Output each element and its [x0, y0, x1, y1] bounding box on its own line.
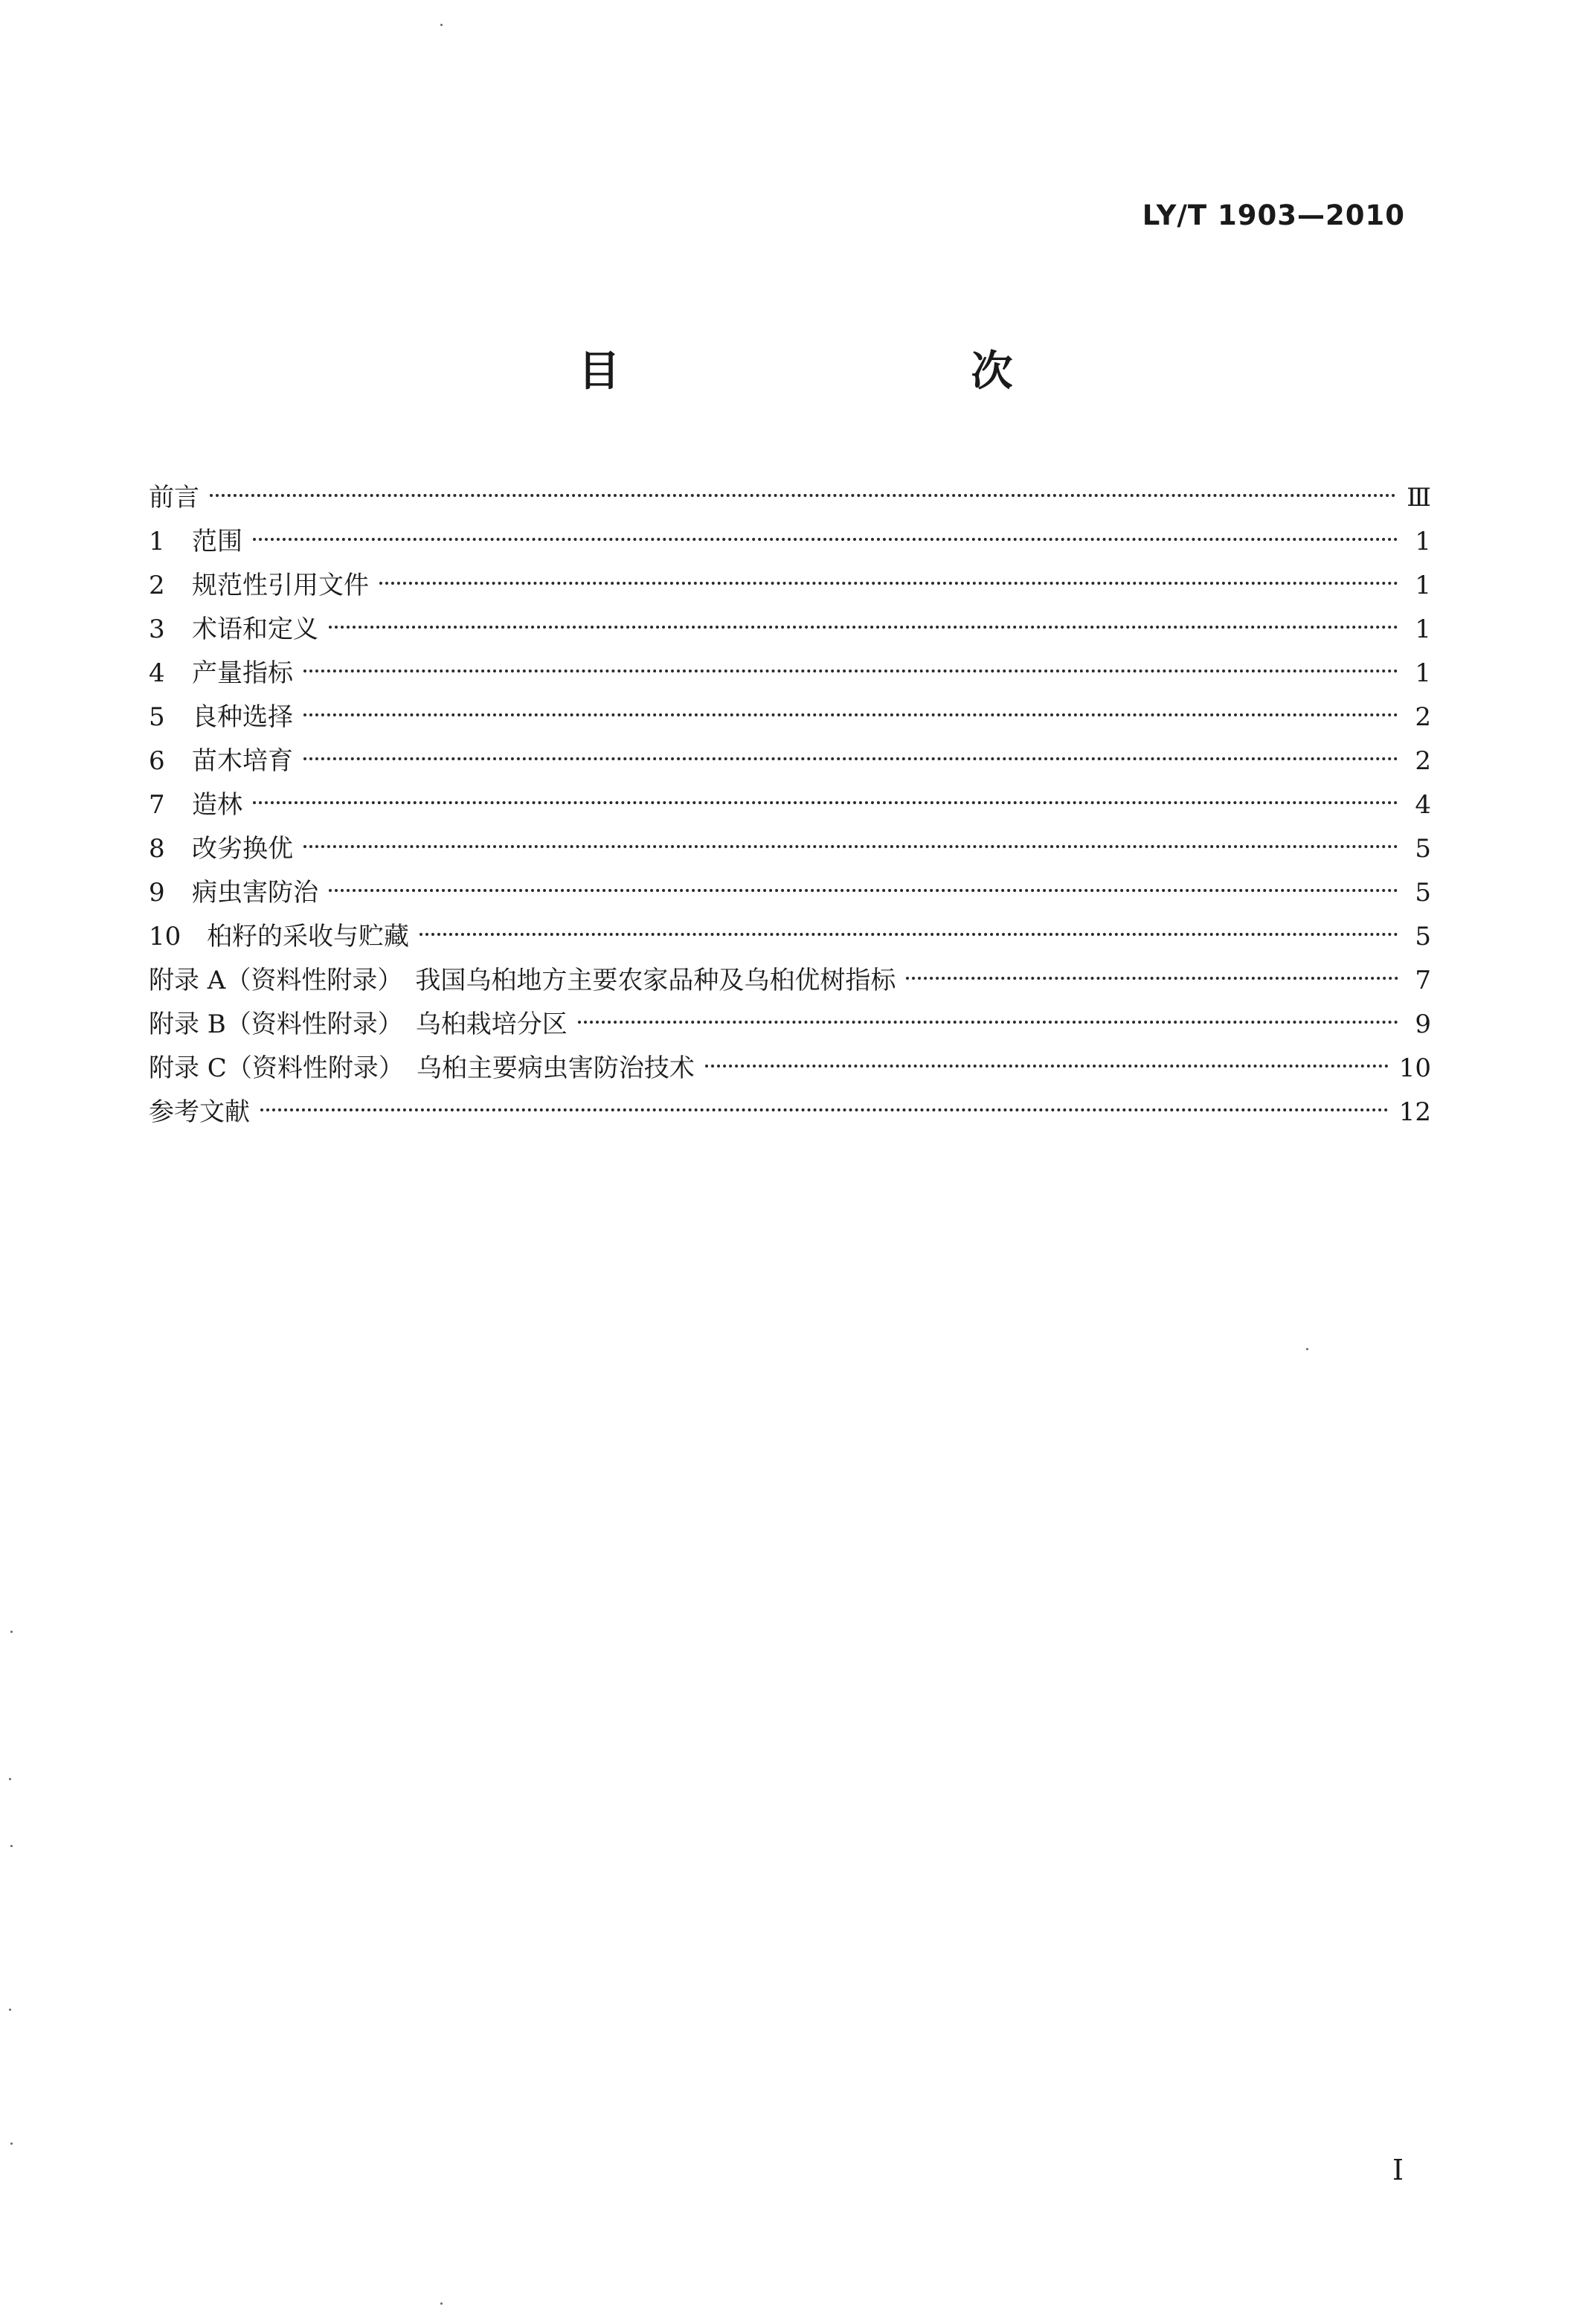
toc-leader-dots — [303, 757, 1398, 760]
toc-entry-7[interactable] — [149, 783, 1431, 827]
toc-entry-number: 10 — [149, 922, 181, 951]
toc-leader-dots — [253, 538, 1398, 541]
toc-entry-page: 1 — [1415, 571, 1431, 600]
toc-entry-10[interactable] — [149, 915, 1431, 959]
toc-entry-page: 5 — [1415, 834, 1431, 864]
toc-entry-number: 7 — [149, 790, 165, 820]
toc-entry-number: 1 — [149, 527, 165, 556]
toc-entry-6[interactable] — [149, 739, 1431, 783]
toc-leader-dots — [578, 1021, 1398, 1024]
toc-leader-dots — [420, 933, 1398, 936]
toc-leader-dots — [329, 889, 1398, 892]
toc-title: 目 次 — [578, 347, 1102, 396]
toc-leader-dots — [303, 713, 1398, 716]
toc-entry-page: 2 — [1415, 746, 1431, 776]
toc-entry-label: 造林 — [192, 790, 242, 820]
toc-entry-5[interactable] — [149, 696, 1431, 739]
toc-entry-3[interactable] — [149, 608, 1431, 652]
toc-entry-page: 1 — [1415, 658, 1431, 688]
toc-entry-label: 苗木培育 — [192, 746, 293, 776]
toc-entry-page: 1 — [1415, 614, 1431, 644]
toc-entry-label: 参考文献 — [149, 1097, 250, 1127]
scan-speck — [440, 2302, 443, 2305]
toc-entry-label: 改劣换优 — [192, 834, 293, 864]
toc-entry-page: 1 — [1415, 527, 1431, 556]
page-number: I — [1392, 2154, 1404, 2186]
toc-entry-page: 2 — [1415, 702, 1431, 732]
toc-leader-dots — [906, 977, 1398, 980]
toc-entry-appendix-c[interactable] — [149, 1047, 1431, 1091]
toc-entry-appendix-a[interactable] — [149, 959, 1431, 1003]
toc-entry-appendix-b[interactable] — [149, 1003, 1431, 1047]
toc-entry-number: 9 — [149, 878, 165, 908]
scan-speck — [440, 24, 443, 26]
toc-entry-references[interactable] — [149, 1091, 1431, 1134]
toc-leader-dots — [329, 626, 1398, 629]
toc-entry-page: 4 — [1415, 790, 1431, 820]
toc-entry-page: 12 — [1398, 1097, 1431, 1127]
toc-entry-label: 产量指标 — [192, 658, 293, 688]
toc-entry-label: 病虫害防治 — [192, 878, 318, 908]
toc-entry-9[interactable] — [149, 871, 1431, 915]
toc-leader-dots — [253, 801, 1398, 804]
document-code: LY/T 1903—2010 — [1142, 199, 1405, 231]
toc-entry-label: 范围 — [192, 527, 242, 556]
toc-leader-dots — [379, 582, 1398, 585]
toc-entry-number: 3 — [149, 614, 165, 644]
toc-entry-label: 附录 B（资料性附录） 乌桕栽培分区 — [149, 1009, 568, 1039]
toc-entry-number: 6 — [149, 746, 165, 776]
toc-entry-number: 5 — [149, 702, 165, 732]
toc-leader-dots — [303, 845, 1398, 848]
toc-leader-dots — [260, 1108, 1389, 1111]
toc-entry-page: Ⅲ — [1407, 483, 1431, 513]
toc-entry-page: 7 — [1415, 966, 1431, 995]
scan-speck — [10, 1845, 13, 1847]
toc-entry-page: 5 — [1415, 878, 1431, 908]
toc-entry-8[interactable] — [149, 827, 1431, 871]
scan-speck — [9, 2009, 11, 2011]
toc-entry-label: 良种选择 — [192, 702, 293, 732]
scan-speck — [10, 2142, 13, 2145]
toc-leader-dots — [705, 1065, 1389, 1068]
toc-entry-1[interactable] — [149, 520, 1431, 564]
toc-entry-page: 9 — [1415, 1009, 1431, 1039]
toc-entry-label: 前言 — [149, 483, 199, 513]
toc-entry-2[interactable] — [149, 564, 1431, 608]
toc-entry-number: 4 — [149, 658, 165, 688]
toc-entry-number: 2 — [149, 571, 165, 600]
toc-entry-number: 8 — [149, 834, 165, 864]
scan-speck — [10, 1631, 13, 1633]
toc-entry-page: 5 — [1415, 922, 1431, 951]
table-of-contents — [149, 476, 1431, 1134]
toc-entry-4[interactable] — [149, 652, 1431, 696]
toc-entry-page: 10 — [1398, 1053, 1431, 1083]
toc-entry-foreword[interactable] — [149, 476, 1431, 520]
toc-leader-dots — [303, 670, 1398, 673]
scan-speck — [1306, 1348, 1308, 1350]
toc-entry-label: 附录 C（资料性附录） 乌桕主要病虫害防治技术 — [149, 1053, 695, 1083]
toc-entry-label: 附录 A（资料性附录） 我国乌桕地方主要农家品种及乌桕优树指标 — [149, 966, 896, 995]
toc-entry-label: 规范性引用文件 — [192, 571, 369, 600]
scan-speck — [9, 1778, 11, 1780]
toc-entry-label: 桕籽的采收与贮藏 — [207, 922, 409, 951]
toc-entry-label: 术语和定义 — [192, 614, 318, 644]
toc-leader-dots — [210, 494, 1396, 497]
